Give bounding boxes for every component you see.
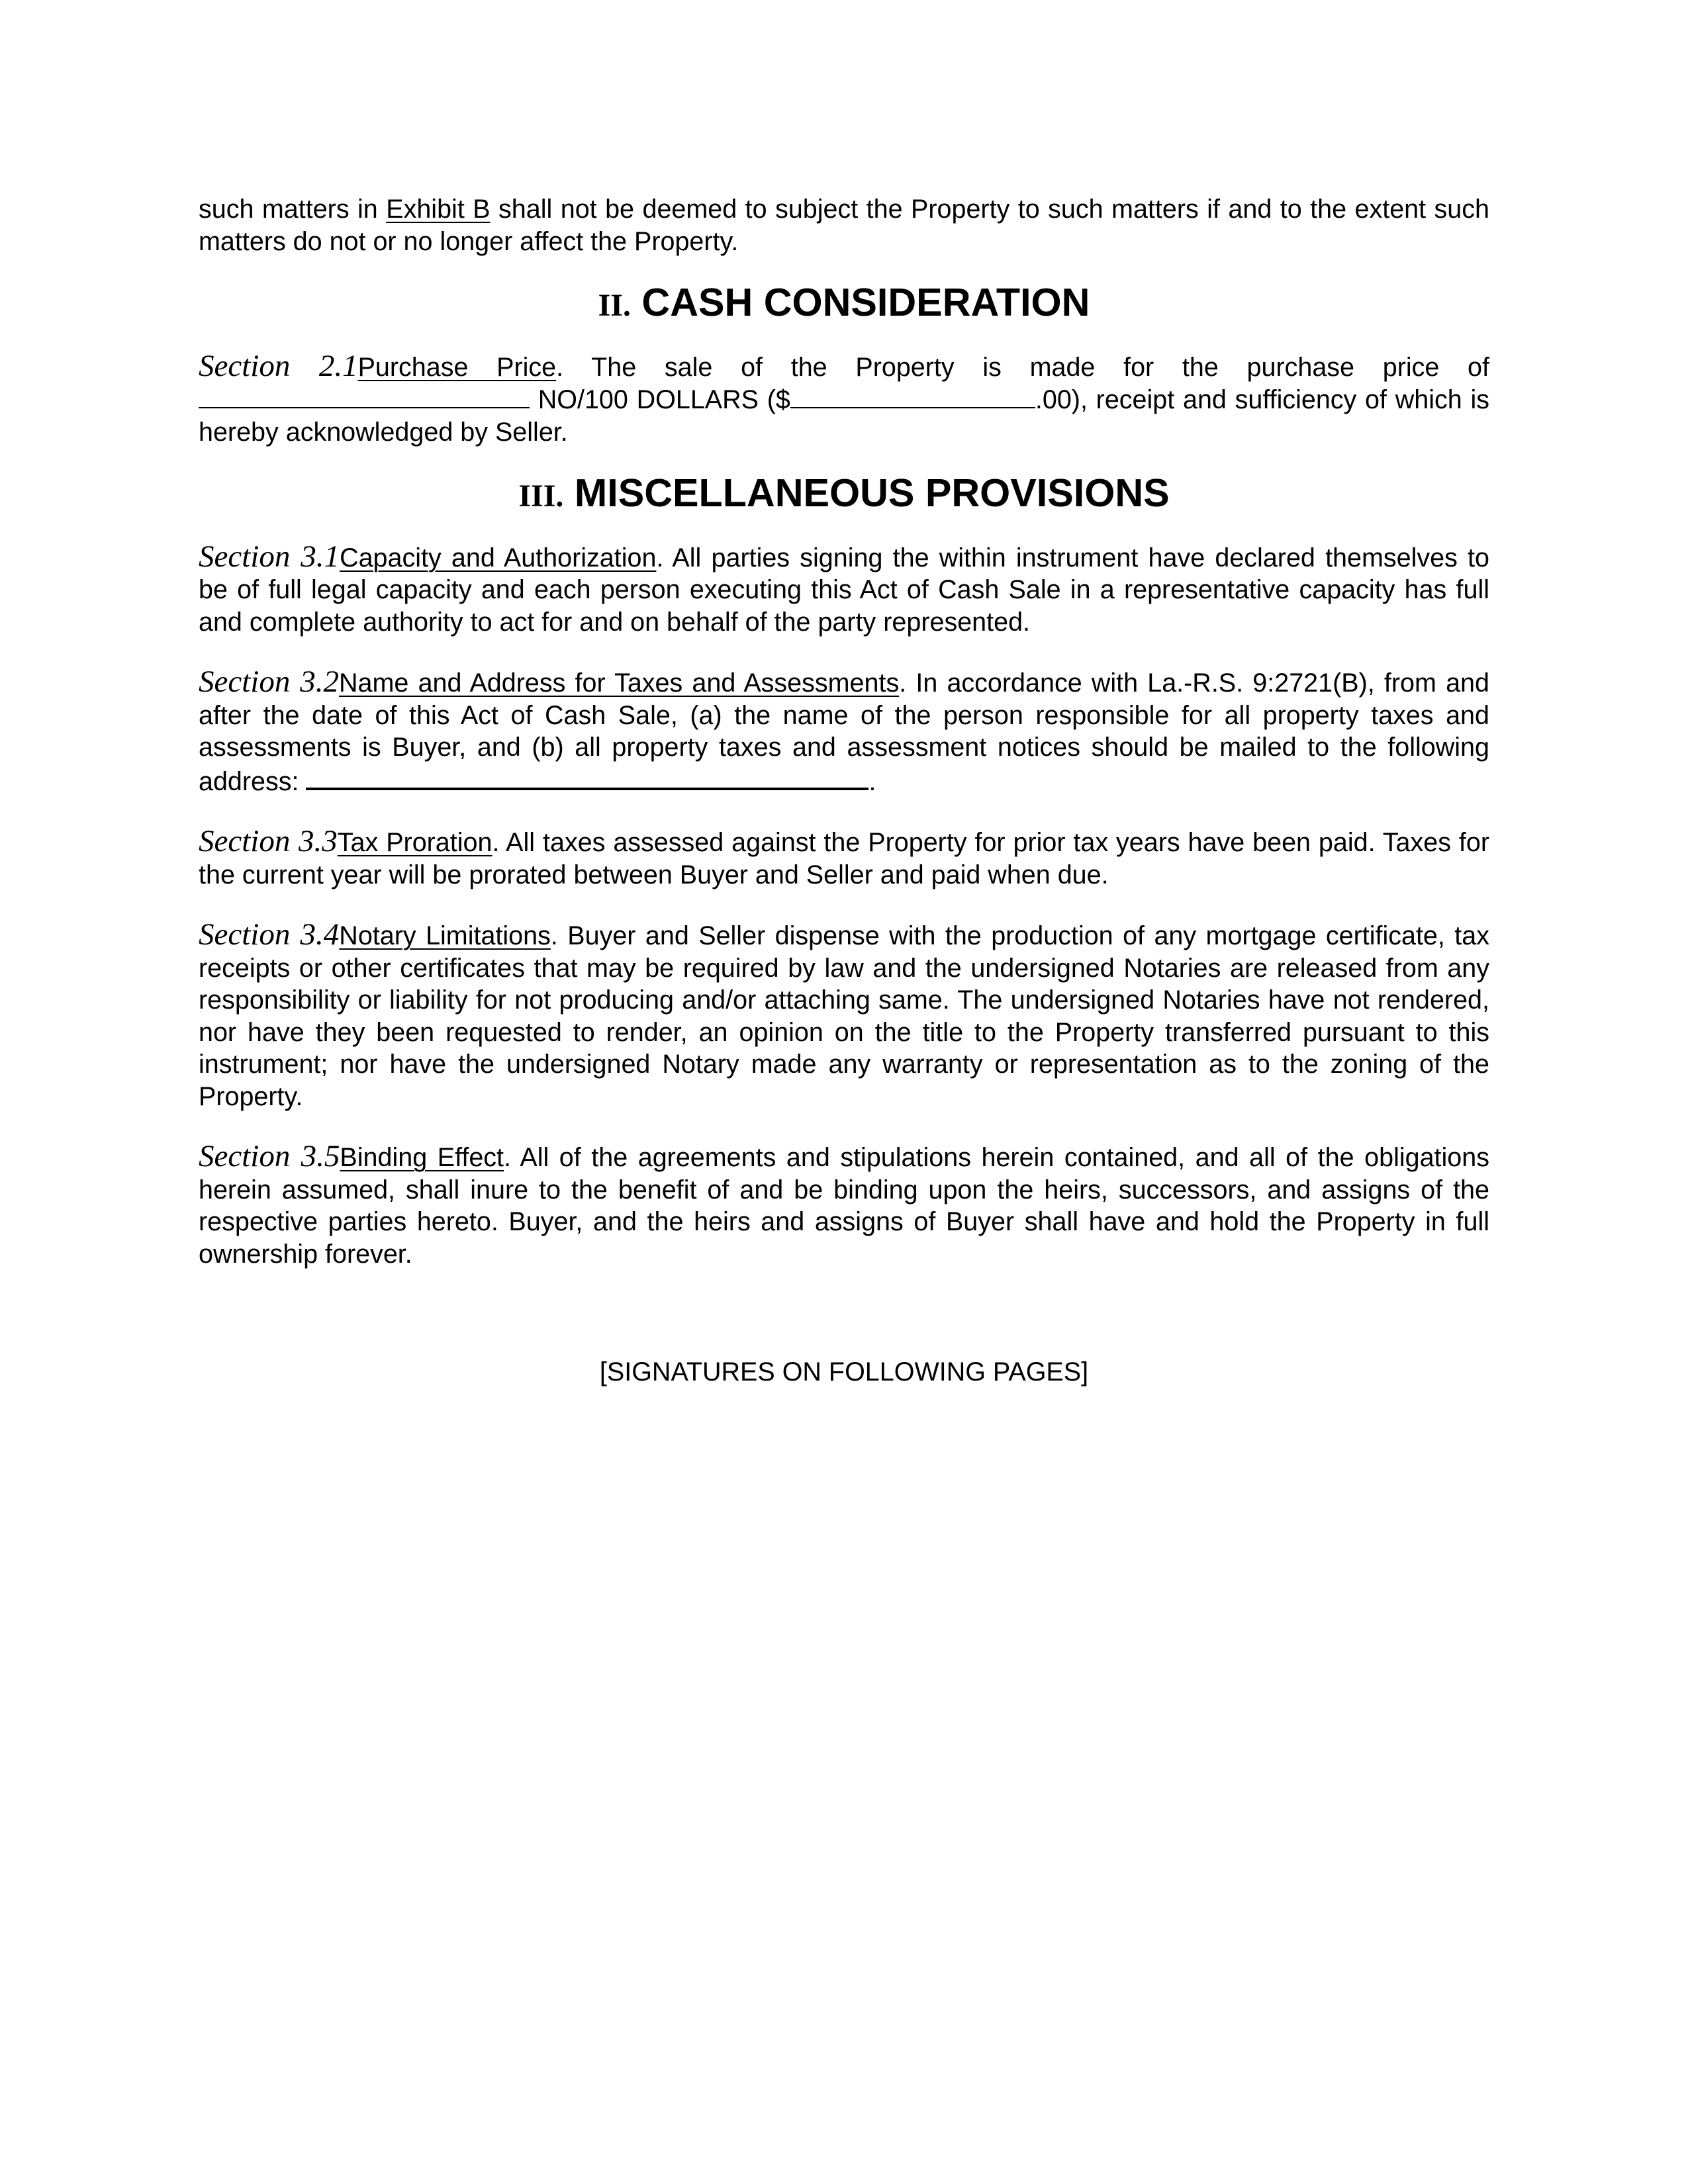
section-3-2 <box>199 666 1489 797</box>
section-2-1 <box>199 350 1489 449</box>
section-3-3-heading: Tax Proration <box>337 828 492 857</box>
section-3-1 <box>199 541 1489 639</box>
section-3-1-heading: Capacity and Authorization <box>340 543 657 572</box>
section-3-1-text: . All parties signing the within instrument have declared themselves to be of full legal capacity and each person executing this Act of Cash Sale in a representative capacity has full and complete authority to act for and on behalf of the party represented. <box>199 543 1489 637</box>
article-2-title: CASH CONSIDERATION <box>641 280 1090 324</box>
purchase-price-words-blank <box>199 383 530 408</box>
intro-text-before: such matters in <box>199 195 387 224</box>
section-3-1-label: Section 3.1 <box>199 539 340 574</box>
section-3-2-heading: Name and Address for Taxes and Assessments <box>339 668 900 698</box>
section-3-4-label: Section 3.4 <box>199 917 340 952</box>
section-3-4-heading: Notary Limitations <box>339 921 551 950</box>
intro-text-after: shall not be deemed to subject the Property to such matters if and to the extent such matters do not or no longer affect the Property. <box>199 195 1489 256</box>
article-3-numeral: III. <box>518 478 564 514</box>
section-3-3-label: Section 3.3 <box>199 824 338 858</box>
article-2-numeral: II. <box>598 288 631 323</box>
section-3-4 <box>199 919 1489 1113</box>
tax-mailing-address-blank <box>306 764 868 790</box>
exhibit-b-reference: Exhibit B <box>386 195 491 224</box>
section-3-5-label: Section 3.5 <box>199 1139 340 1173</box>
article-3-heading <box>199 471 1489 515</box>
section-3-3-text: . All taxes assessed against the Property for prior tax years have been paid. Taxes for the current year will be prorated between Buyer and Seller and paid when due. <box>199 828 1489 889</box>
section-2-1-text-3: .00), receipt and sufficiency of which is hereby acknowledged by Seller. <box>199 385 1489 447</box>
intro-paragraph <box>199 193 1489 257</box>
section-3-2-label: Section 3.2 <box>199 664 340 699</box>
signatures-note: [SIGNATURES ON FOLLOWING PAGES] <box>599 1357 1089 1387</box>
section-2-1-text-1: . The sale of the Property is made for the purchase price of <box>556 352 1489 382</box>
section-3-5-heading: Binding Effect <box>340 1143 504 1172</box>
section-3-2-text-end: . <box>868 766 876 796</box>
section-3-3 <box>199 825 1489 891</box>
section-3-5 <box>199 1140 1489 1270</box>
purchase-price-amount-blank <box>790 383 1035 408</box>
article-3-title: MISCELLANEOUS PROVISIONS <box>574 471 1170 515</box>
section-2-1-heading: Purchase Price <box>357 352 557 382</box>
section-3-5-text: . All of the agreements and stipulations herein contained, and all of the obligations herein assumed, shall inure to the benefit of and be binding upon the heirs, successors, and assigns of the respective parties hereto. Buyer, and the heirs and assigns of Buyer shall have and hold the Property in full ownership forever. <box>199 1143 1489 1269</box>
article-2-heading <box>199 280 1489 324</box>
section-2-1-text-2: NO/100 DOLLARS ($ <box>530 385 790 414</box>
section-2-1-label: Section 2.1 <box>199 348 358 383</box>
document-page <box>199 193 1489 1388</box>
section-3-4-text: . Buyer and Seller dispense with the production of any mortgage certificate, tax receipts or other certificates that may be required by law and the undersigned Notaries are released from any responsibility or liability for not producing and/or attaching same. The undersigned Notaries have not rendered, nor have they been requested to render, an opinion on the title to the Property transferred pursuant to this instrument; nor have the undersigned Notary made any warranty or representation as to the zoning of the Property. <box>199 921 1489 1111</box>
section-3-2-text: . In accordance with La.-R.S. 9:2721(B), from and after the date of this Act of Cash Sale, (a) the name of the person responsible for all property taxes and assessments is Buyer, and (b) all property taxes and assessment notices should be mailed to the following address: <box>199 668 1489 796</box>
